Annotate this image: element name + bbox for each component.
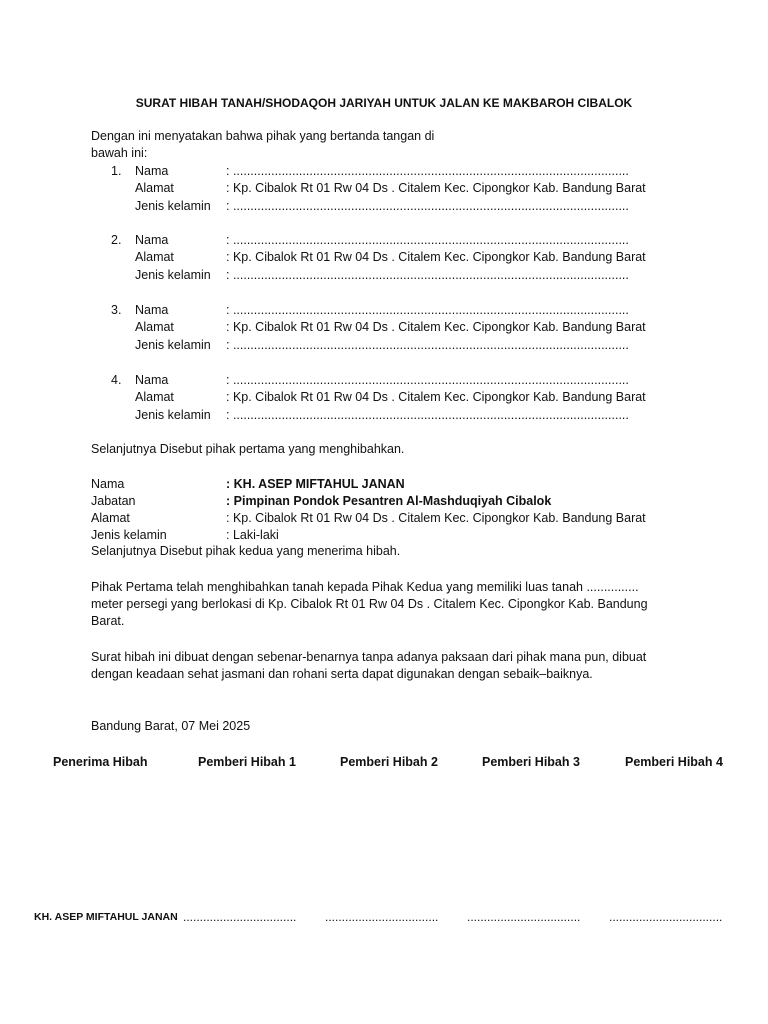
alamat-value: : Kp. Cibalok Rt 01 Rw 04 Ds . Citalem Kec. Cipongkor Kab. Bandung Barat (226, 320, 646, 334)
receiver-nama-label: Nama (91, 477, 125, 491)
nama-value: : .................................................................................................................. (226, 373, 629, 387)
alamat-label: Alamat (135, 320, 174, 334)
signature-heading-giver-3: Pemberi Hibah 3 (482, 755, 580, 769)
alamat-value: : Kp. Cibalok Rt 01 Rw 04 Ds . Citalem Kec. Cipongkor Kab. Bandung Barat (226, 250, 646, 264)
jenis-kelamin-value: : .................................................................................................................. (226, 338, 629, 352)
jenis-kelamin-label: Jenis kelamin (135, 338, 211, 352)
alamat-value: : Kp. Cibalok Rt 01 Rw 04 Ds . Citalem Kec. Cipongkor Kab. Bandung Barat (226, 390, 646, 404)
nama-label: Nama (135, 303, 169, 317)
alamat-value: : Kp. Cibalok Rt 01 Rw 04 Ds . Citalem Kec. Cipongkor Kab. Bandung Barat (226, 181, 646, 195)
jenis-kelamin-value: : .................................................................................................................. (226, 199, 629, 213)
jenis-kelamin-value: : .................................................................................................................. (226, 268, 629, 282)
receiver-alamat-value: : Kp. Cibalok Rt 01 Rw 04 Ds . Citalem Kec. Cipongkor Kab. Bandung Barat (226, 511, 646, 525)
giver-number: 4. (111, 373, 122, 387)
signature-blank-giver-1: .................................. (183, 910, 297, 924)
signature-heading-receiver: Penerima Hibah (53, 755, 148, 769)
giver-number: 1. (111, 164, 122, 178)
signature-blank-giver-4: .................................. (609, 910, 723, 924)
alamat-label: Alamat (135, 250, 174, 264)
signature-heading-giver-4: Pemberi Hibah 4 (625, 755, 723, 769)
receiver-jabatan-value: : Pimpinan Pondok Pesantren Al-Mashduqiyah Cibalok (226, 494, 552, 508)
intro-line-2: bawah ini: (91, 146, 148, 160)
signature-blank-giver-3: .................................. (467, 910, 581, 924)
receiver-alamat-label: Alamat (91, 511, 130, 525)
jenis-kelamin-label: Jenis kelamin (135, 199, 211, 213)
nama-label: Nama (135, 233, 169, 247)
receiver-jenis-kelamin-value: : Laki-laki (226, 528, 279, 542)
jenis-kelamin-label: Jenis kelamin (135, 408, 211, 422)
statement-paragraph-line: dengan keadaan sehat jasmani dan rohani serta dapat digunakan dengan sebaik–baiknya. (91, 667, 593, 681)
land-paragraph-line: meter persegi yang berlokasi di Kp. Cibalok Rt 01 Rw 04 Ds . Citalem Kec. Cipongkor Kab. Bandung (91, 597, 648, 611)
statement-paragraph-line: Surat hibah ini dibuat dengan sebenar-benarnya tanpa adanya paksaan dari pihak mana pun, dibuat (91, 650, 647, 664)
nama-value: : .................................................................................................................. (226, 164, 629, 178)
signature-blank-giver-2: .................................. (325, 910, 439, 924)
jenis-kelamin-value: : .................................................................................................................. (226, 408, 629, 422)
first-party-statement: Selanjutnya Disebut pihak pertama yang menghibahkan. (91, 442, 405, 456)
giver-number: 3. (111, 303, 122, 317)
signature-name-receiver: KH. ASEP MIFTAHUL JANAN (34, 911, 178, 923)
document-title: SURAT HIBAH TANAH/SHODAQOH JARIYAH UNTUK JALAN KE MAKBAROH CIBALOK (135, 96, 633, 110)
giver-number: 2. (111, 233, 122, 247)
receiver-jabatan-label: Jabatan (91, 494, 136, 508)
land-paragraph-line: Pihak Pertama telah menghibahkan tanah kepada Pihak Kedua yang memiliki luas tanah ............... (91, 580, 639, 594)
nama-value: : .................................................................................................................. (226, 303, 629, 317)
nama-label: Nama (135, 373, 169, 387)
alamat-label: Alamat (135, 390, 174, 404)
nama-value: : .................................................................................................................. (226, 233, 629, 247)
place-and-date: Bandung Barat, 07 Mei 2025 (91, 719, 251, 733)
intro-line-1: Dengan ini menyatakan bahwa pihak yang bertanda tangan di (91, 129, 435, 143)
receiver-nama-value: : KH. ASEP MIFTAHUL JANAN (226, 477, 405, 491)
receiver-jenis-kelamin-label: Jenis kelamin (91, 528, 167, 542)
nama-label: Nama (135, 164, 169, 178)
second-party-statement: Selanjutnya Disebut pihak kedua yang menerima hibah. (91, 544, 401, 558)
signature-heading-giver-1: Pemberi Hibah 1 (198, 755, 296, 769)
land-paragraph-line: Barat. (91, 614, 125, 628)
alamat-label: Alamat (135, 181, 174, 195)
jenis-kelamin-label: Jenis kelamin (135, 268, 211, 282)
signature-heading-giver-2: Pemberi Hibah 2 (340, 755, 438, 769)
